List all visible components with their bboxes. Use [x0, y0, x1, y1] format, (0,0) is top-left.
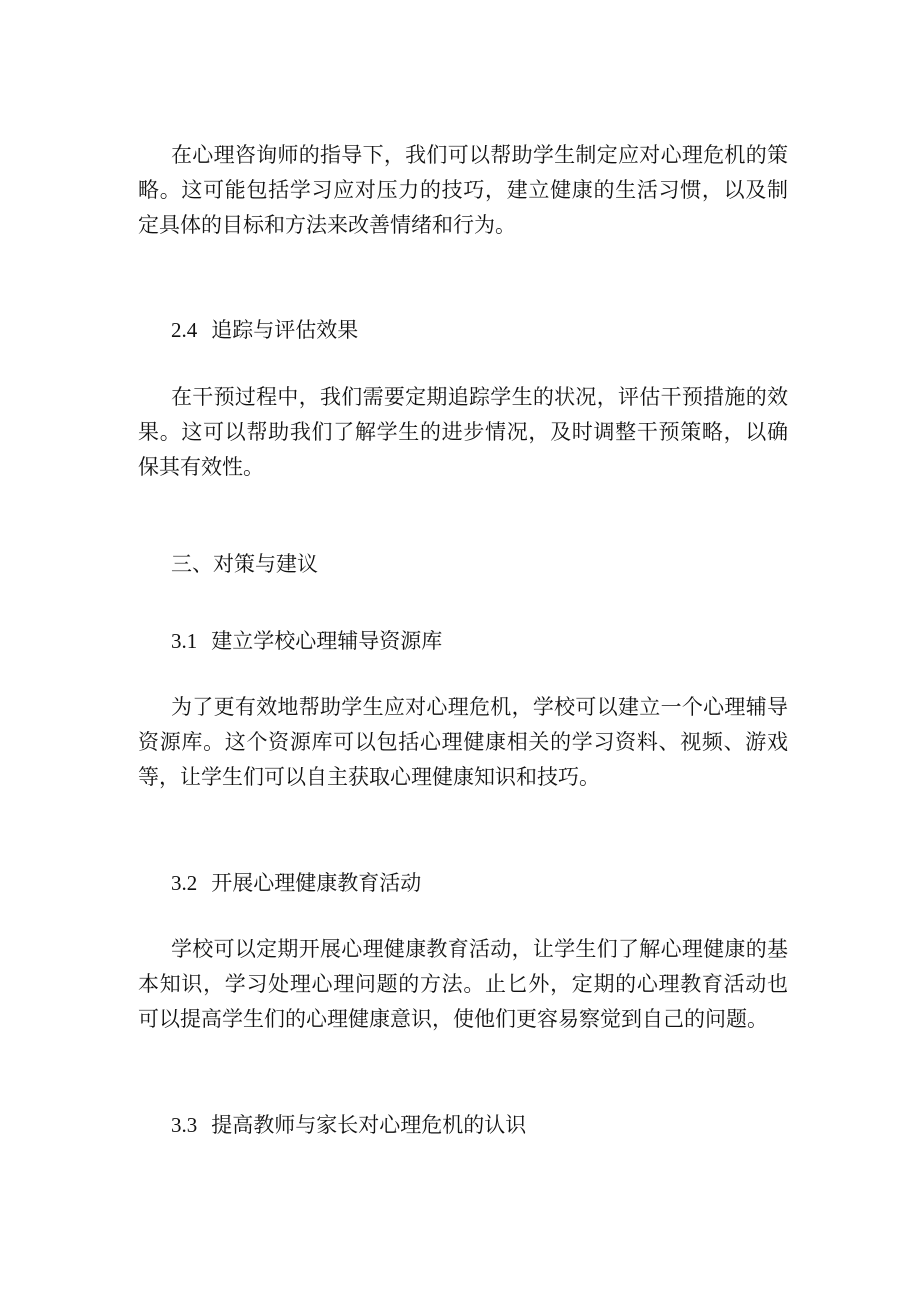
section-title: 追踪与评估效果: [211, 318, 359, 342]
paragraph-tracking: 在干预过程中，我们需要定期追踪学生的状况，评估干预措施的效果。这可以帮助我们了解学生的进步情况，及时调整干预策略，以确保其有效性。: [138, 385, 788, 479]
section-heading-3-2: [171, 866, 771, 901]
section-number: 3.2: [171, 871, 198, 895]
section-heading-2-4: [171, 313, 771, 348]
section-title: 建立学校心理辅导资源库: [211, 629, 443, 653]
section-title: 开展心理健康教育活动: [211, 871, 422, 895]
paragraph-resources: 为了更有效地帮助学生应对心理危机，学校可以建立一个心理辅导资源库。这个资源库可以包括心理健康相关的学习资料、视频、游戏等，让学生们可以自主获取心理健康知识和技巧。: [138, 695, 788, 789]
paragraph-education: 学校可以定期开展心理健康教育活动，让学生们了解心理健康的基本知识，学习处理心理问题的方法。止匕外，定期的心理教育活动也可以提高学生们的心理健康意识，使他们更容易察觉到自己的问题。: [138, 937, 788, 1031]
section-title: 提高教师与家长对心理危机的认识: [211, 1113, 527, 1137]
chapter-heading-3: 三、对策与建议: [171, 552, 318, 576]
section-number: 3.3: [171, 1113, 198, 1137]
section-number: 2.4: [171, 318, 198, 342]
section-heading-3-3: [171, 1108, 771, 1143]
paragraph-strategy: 在心理咨询师的指导下，我们可以帮助学生制定应对心理危机的策略。这可能包括学习应对压力的技巧，建立健康的生活习惯，以及制定具体的目标和方法来改善情绪和行为。: [138, 143, 788, 237]
section-number: 3.1: [171, 629, 198, 653]
section-heading-3-1: [171, 624, 771, 659]
